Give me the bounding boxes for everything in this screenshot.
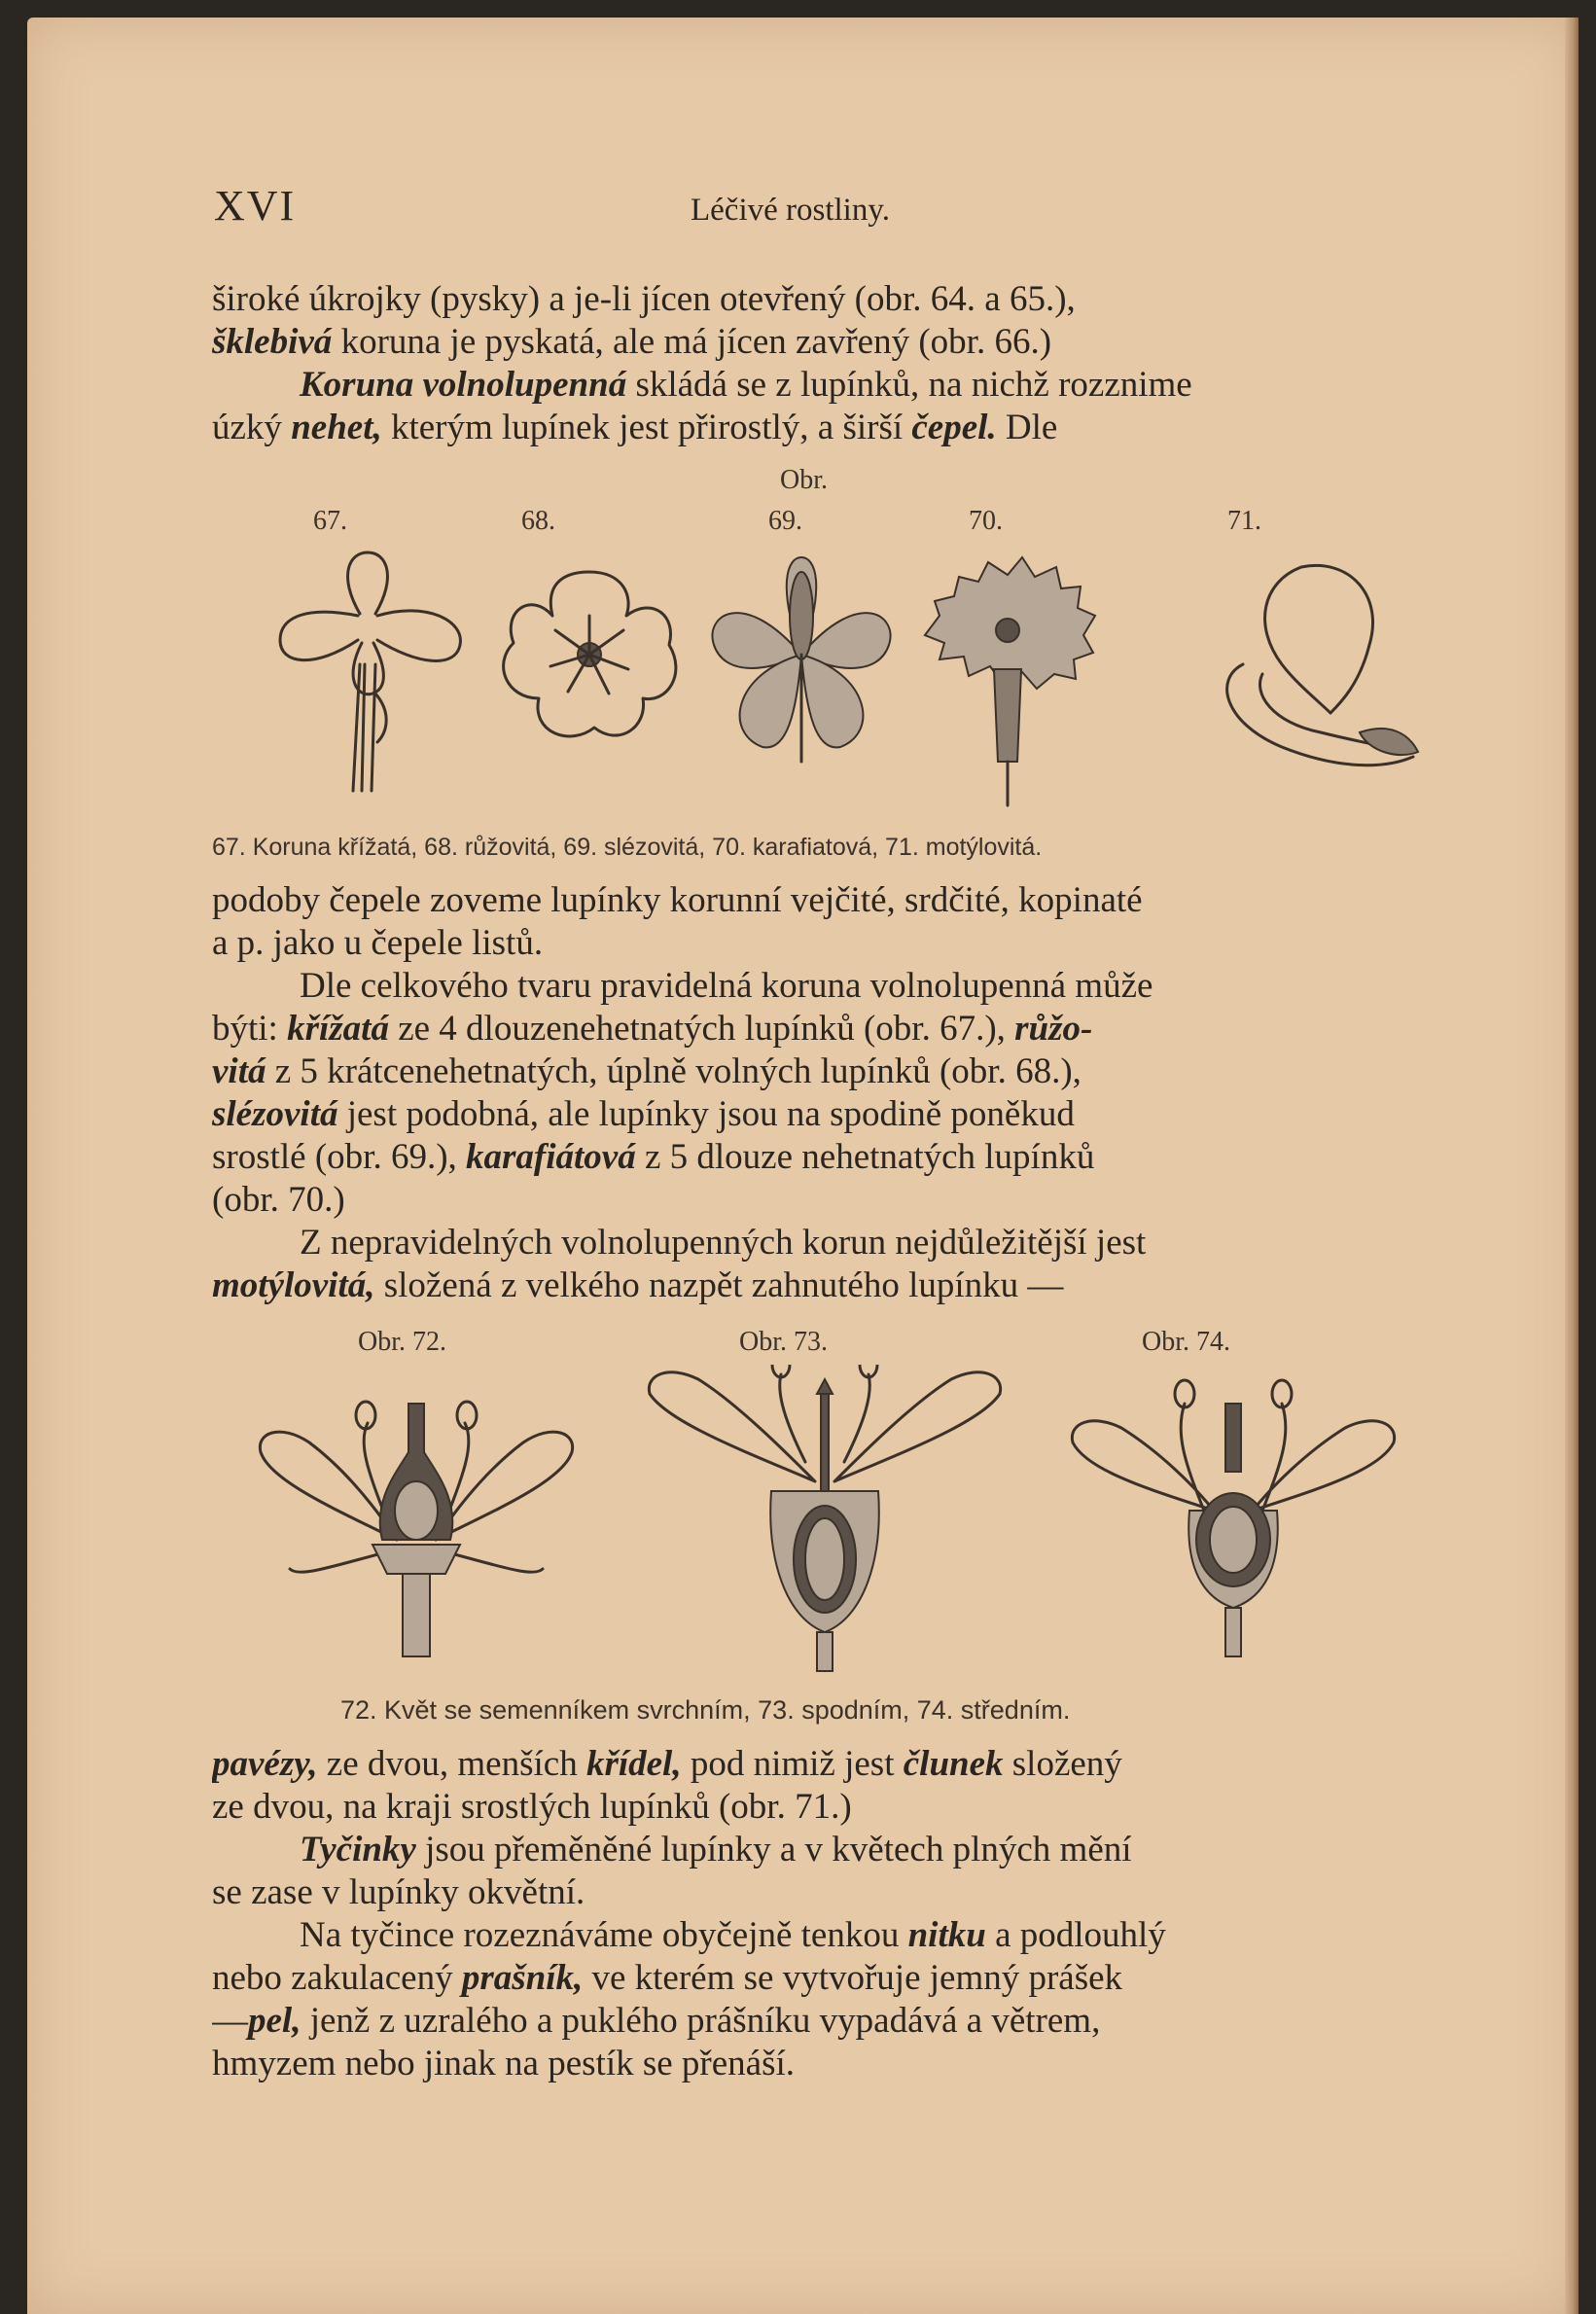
text-line: úzký nehet, kterým lupínek jest přirostlý, a širší čepel. Dle xyxy=(212,408,1058,447)
figure-label: Obr. xyxy=(780,465,828,495)
paragraph-corolla-types xyxy=(212,278,1454,449)
text-line: široké úkrojky (pysky) a je-li jícen otevřený (obr. 64. a 65.), xyxy=(212,279,1076,319)
text-line: a p. jako u čepele listů. xyxy=(212,923,544,963)
text-line: hmyzem nebo jinak na pestík se přenáší. xyxy=(212,2044,796,2083)
superior-ovary-flower-illustration xyxy=(260,1402,572,1656)
text-line: podoby čepele zoveme lupínky korunní vejčité, srdčité, kopinaté xyxy=(212,880,1143,920)
running-title: Léčivé rostliny. xyxy=(691,193,890,228)
carnation-flower-illustration xyxy=(925,557,1095,805)
text-line: se zase v lupínky okvětní. xyxy=(212,1872,585,1912)
figure-label-73: Obr. 73. xyxy=(739,1327,828,1357)
text-line: Na tyčince rozeznáváme obyčejně tenkou nitku a podlouhlý xyxy=(300,1915,1166,1955)
figure-caption-67-71: 67. Koruna křížatá, 68. růžovitá, 69. slézovitá, 70. karafiatová, 71. motýlovitá. xyxy=(212,834,1043,861)
papilionaceous-flower-illustration xyxy=(1227,565,1418,765)
figure-number-68: 68. xyxy=(521,506,555,536)
text-line: šklebivá koruna je pyskatá, ale má jícen zavřený (obr. 66.) xyxy=(212,322,1052,362)
text-line: býti: křížatá ze 4 dlouzenehetnatých lupínků (obr. 67.), růžo- xyxy=(212,1009,1093,1049)
paragraph-anther-pollen xyxy=(212,1914,1454,2085)
rosaceous-flower-illustration xyxy=(504,572,676,736)
text-line: Dle celkového tvaru pravidelná koruna volnolupenná může xyxy=(300,966,1153,1006)
text-line: Tyčinky jsou přeměněné lupínky a v květech plných mění xyxy=(300,1830,1132,1869)
page-binding-edge xyxy=(1565,18,1578,2314)
paragraph-papilionaceous xyxy=(212,1743,1454,1829)
paragraph-regular-corolla xyxy=(212,965,1454,1222)
figure-number-67: 67. xyxy=(313,506,347,536)
corolla-illustrations xyxy=(241,548,1457,820)
inferior-ovary-flower-illustration xyxy=(649,1365,1000,1671)
text-line: slézovitá jest podobná, ale lupínky jsou na spodině poněkud xyxy=(212,1094,1075,1134)
text-line: Koruna volnolupenná skládá se z lupínků, na nichž rozznime xyxy=(300,365,1192,405)
cruciform-flower-illustration xyxy=(280,552,460,791)
text-line: (obr. 70.) xyxy=(212,1180,345,1220)
figure-label-74: Obr. 74. xyxy=(1142,1327,1230,1357)
figure-number-70: 70. xyxy=(969,506,1003,536)
half-inferior-ovary-flower-illustration xyxy=(1072,1380,1394,1656)
text-line: motýlovitá, složená z velkého nazpět zahnutého lupínku — xyxy=(212,1265,1064,1305)
paragraph-stamens xyxy=(212,1829,1454,1914)
text-line: vitá z 5 krátcenehetnatých, úplně volných lupínků (obr. 68.), xyxy=(212,1051,1082,1091)
figure-number-69: 69. xyxy=(768,506,802,536)
page-number: XVI xyxy=(214,182,297,230)
book-page xyxy=(27,18,1578,2314)
text-line: pavézy, ze dvou, menších křídel, pod nimiž jest člunek složený xyxy=(212,1744,1122,1784)
text-line: nebo zakulacený prašník, ve kterém se vytvořuje jemný prášek xyxy=(212,1958,1123,1998)
ovary-position-illustrations xyxy=(222,1365,1437,1686)
text-line: ze dvou, na kraji srostlých lupínků (obr. 71.) xyxy=(212,1787,852,1827)
paragraph-blade-shapes xyxy=(212,879,1454,965)
paragraph-irregular-corolla xyxy=(212,1222,1454,1307)
figure-label-72: Obr. 72. xyxy=(358,1327,446,1357)
figure-caption-72-74: 72. Květ se semenníkem svrchním, 73. spodním, 74. středním. xyxy=(340,1695,1071,1725)
mallow-flower-illustration xyxy=(712,557,890,762)
text-line: Z nepravidelných volnolupenných korun nejdůležitější jest xyxy=(300,1223,1147,1263)
text-line: srostlé (obr. 69.), karafiátová z 5 dlouze nehetnatých lupínků xyxy=(212,1137,1095,1177)
text-line: —pel, jenž z uzralého a puklého prášníku vypadává a větrem, xyxy=(212,2001,1101,2041)
figure-number-71: 71. xyxy=(1227,506,1261,536)
